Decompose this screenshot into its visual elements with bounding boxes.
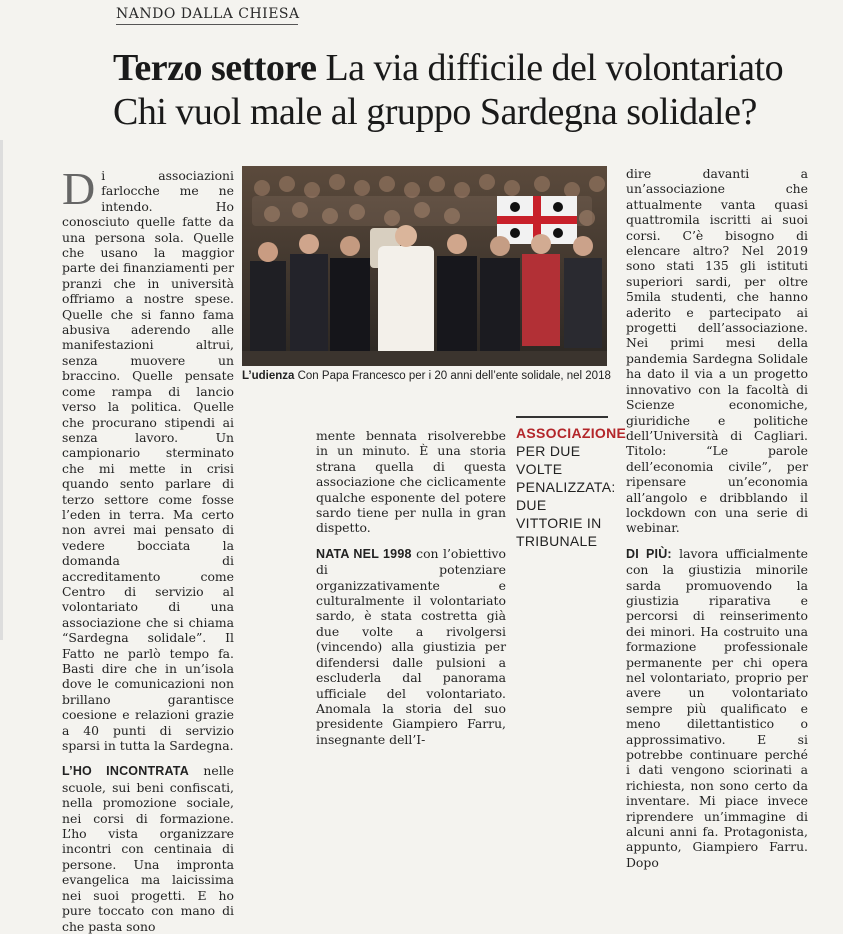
paragraph-text: nelle scuole, sui beni confiscati, nella promozione sociale, nei corsi di formazione. L’ho vista organizzare incontri con centinaia di persone. Una impronta evangelica ma laicissima nei suoi progetti. E ho pure toccato con mano di che pasta sono: [62, 763, 234, 934]
headline-tag: Terzo settore: [113, 47, 317, 89]
dropcap: D: [62, 163, 96, 214]
column-2: [316, 428, 506, 747]
author-kicker: NANDO DALLA CHIESA: [116, 6, 298, 25]
column-3: [626, 166, 808, 870]
paragraph-lead: L’HO INCONTRATA: [62, 764, 189, 779]
paragraph-text: lavora ufficialmente con la giustizia minorile sarda promuovendo la giustizia riparativa e percorsi di reinserimento dei minori. Ha costruito una formazione professionale permanente per chi opera nel volontariato, proprio per avere un volontariato sempre più qualificato e meno dilettantistico o approssimativo. E si potrebbe continuare perché i dati vengono sciorinati a richiesta, non sono certo da inventare. Mi piace invece riprendere un’immagine di alcuni anni fa. Protagonista, appunto, Giampiero Farru. Dopo: [626, 545, 808, 870]
photo-caption: [242, 370, 611, 382]
paragraph-text: mente bennata risolverebbe in un minuto. È una storia strana quella di questa associazione che ciclicamente qualche esponente del potere sardo tiene per nulla in gran dispetto.: [316, 428, 506, 536]
paragraph-text: dire davanti a un’associazione che attualmente vanta quasi quattromila iscritti ai suoi corsi. C’è bisogno di elencare altro? Nel 2019 sono stati 135 gli istituti superiori sardi, per oltre 5mila studenti, che hanno aderito e partecipato ai progetti dell’associazione. Nei primi mesi della pandemia Sardegna Solidale ha dato il via a un progetto innovativo con la facoltà di Scienze economiche, giuridiche e politiche dell’Università di Cagliari. Titolo: “Le parole dell’economia civile”, per ripensare un’economia all’angolo e dribblando il lockdown con una serie di webinar.: [626, 166, 808, 536]
paragraph-lead: DI PIÙ:: [626, 546, 672, 561]
page-edge: [0, 140, 3, 640]
photo-papal-audience-icon: [242, 166, 607, 366]
paragraph: [626, 166, 808, 536]
headline-line1: [113, 46, 793, 90]
photo-papal-audience: [242, 166, 607, 366]
paragraph-text: i associazioni farlocche me ne intendo. Ho conosciuto quelle fatte da una persona sola. Quelle che usano la maggior parte dei finanziamenti per pranzi che in università offriamo a nostre spese. Quelle che si fanno fama abusiva aderendo alle manifestazioni altrui, senza muovere un braccino. Quelle pensate come rampa di lancio verso la politica. Quelle che procurano stipendi ai senza lavoro. Un campionario sterminato che mi mette in crisi quando sento parlare di terzo settore come fosse l’eden in terra. Ma certo non avrei mai pensato di vedere bocciata la domanda di accreditamento come Centro di servizio al volontariato di una associazione che si chiama “Sardegna solidale”. Il Fatto ne parlò tempo fa. Basti dire che in un’isola dove le comunicazioni non brillano garantisce coesione e relazioni grazie a 40 punti di servizio sparsi in tutta la Sardegna.: [62, 168, 234, 754]
sidebox: [516, 416, 627, 550]
headline-title: La via difficile del volontariato: [316, 47, 784, 89]
paragraph: [626, 546, 808, 871]
paragraph: [62, 163, 234, 754]
paragraph-lead: NATA NEL 1998: [316, 546, 412, 561]
caption-label: L’udienza: [242, 370, 295, 382]
paragraph: [62, 763, 234, 933]
headline: [113, 46, 793, 134]
paragraph: [316, 546, 506, 747]
sidebox-title: ASSOCIAZIONE: [516, 425, 627, 441]
headline-subtitle: Chi vuol male al gruppo Sardegna solidale?: [113, 91, 757, 133]
paragraph-text: con l’obiettivo di potenziare organizzativamente e culturalmente il volontariato sardo, è stata costretta già due volte a rivolgersi (vincendo) alla giustizia per difendersi dalle pulsioni a escluderla dal panorama ufficiale del volontariato. Anomala la storia del suo presidente Giampiero Farru, insegnante dell’I-: [316, 545, 506, 747]
sidebox-body: PER DUE VOLTE PENALIZZATA: DUE VITTORIE IN TRIBUNALE: [516, 443, 616, 549]
column-1: [62, 163, 234, 934]
paragraph: [316, 428, 506, 536]
caption-text: Con Papa Francesco per i 20 anni dell’ente solidale, nel 2018: [294, 370, 611, 382]
